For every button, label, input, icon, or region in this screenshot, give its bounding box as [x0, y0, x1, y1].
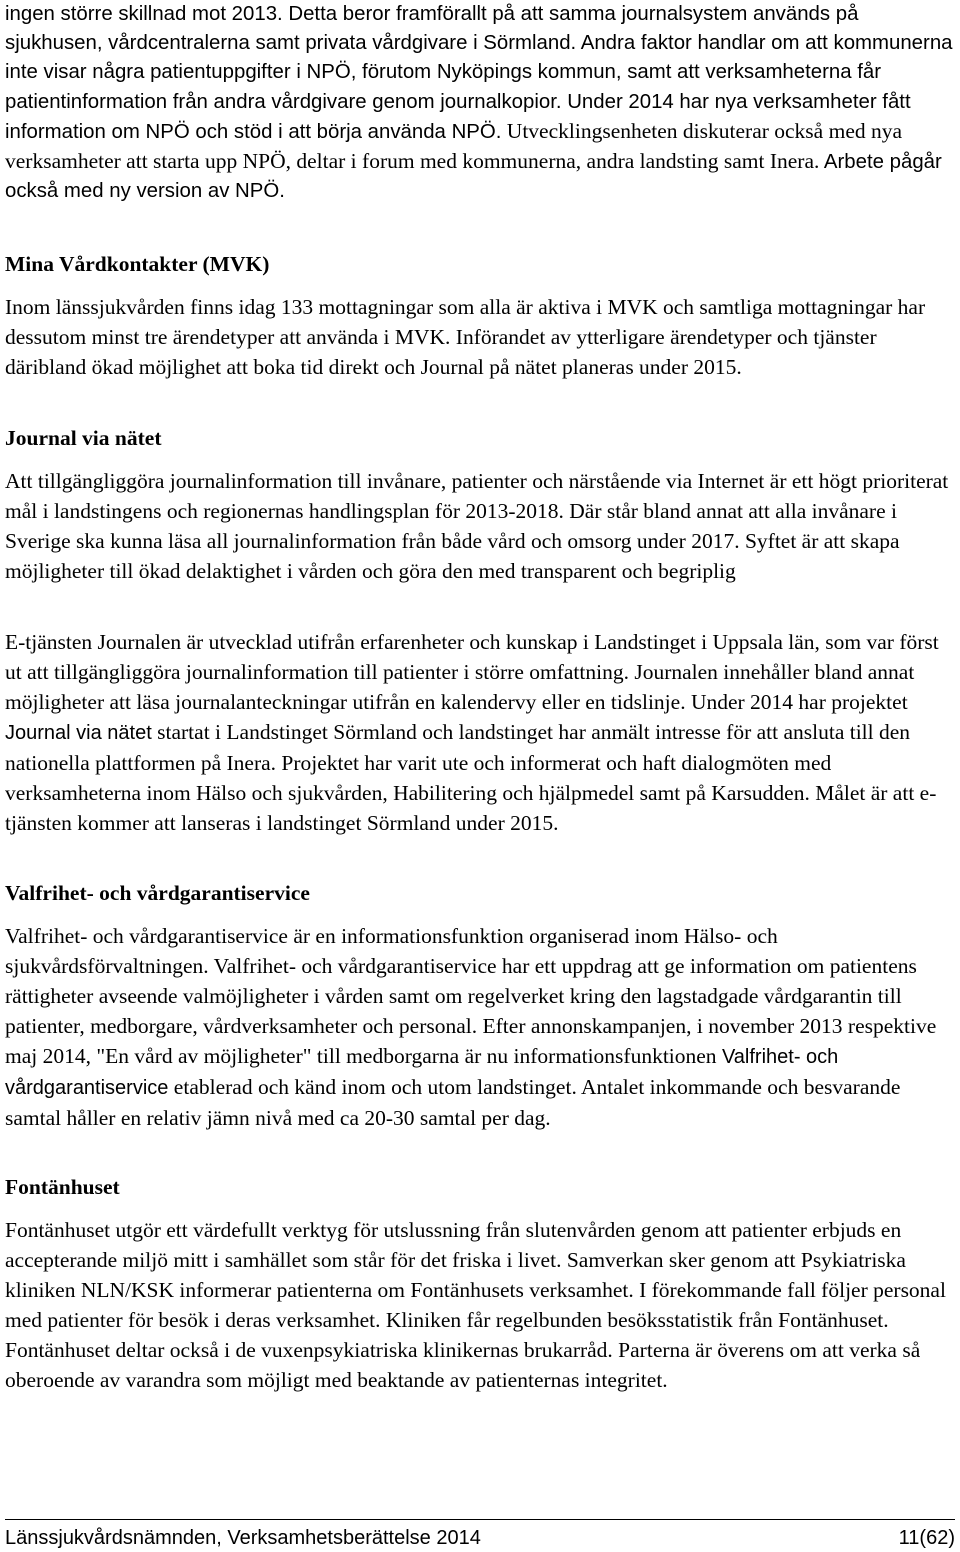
- mvk-paragraph: Inom länssjukvården finns idag 133 mottagningar som alla är aktiva i MVK och samtliga mottagningar har dessutom minst tre ärendetyper att använda i MVK. Införandet av ytterligare ärendetyper och tjänster däribland ökad möjlighet att boka tid direkt och Journal på nätet planeras under 2015.: [5, 295, 926, 379]
- valfrihet-paragraph-a: Valfrihet- och vårdgarantiservice är en informationsfunktion organiserad inom Hälso- och sjukvårdsförvaltningen. Valfrihet- och vårdgarantiservice har ett uppdrag att ge information om patientens rättigheter avseende valmöjligheter i vården samt om regelverket kring den lagstadgade vårdgarantin till patienter, medborgare, vårdverksamheter och personal. Efter annonskampanjen, i november 2013 respektive maj 2014, "En vård av möjligheter" till medborgarna är nu informationsfunktionen: [5, 924, 937, 1068]
- jvn-paragraph-1: Att tillgängliggöra journalinformation till invånare, patienter och närstående via Internet är ett högt prioriterat mål i landstingens och regionernas handlingsplan för 2013-2018. Där står bland annat att alla invånare i Sverige ska kunna läsa all journalinformation från både vård och omsorg under 2017. Syftet är att skapa möjligheter till ökad delaktighet i vården och göra den med transparent och begriplig: [5, 469, 949, 583]
- footer-divider: [5, 1519, 955, 1520]
- mvk-heading: Mina Vårdkontakter (MVK): [5, 252, 270, 276]
- fontanhuset-heading: Fontänhuset: [5, 1175, 120, 1199]
- valfrihet-paragraph: [5, 921, 955, 1133]
- jvn-paragraph-2-c: startat i Landstinget Sörmland och landstinget har anmält intresse för att ansluta till den nationella plattformen på Inera. Projektet har varit ute och informerat och haft dialogmöten med verksamheterna inom Hälso och sjukvården, Habilitering och hjälpmedel samt på Karsudden. Målet är att e-tjänsten kommer att lanseras i landstinget Sörmland under 2015.: [5, 720, 937, 835]
- valfrihet-heading: Valfrihet- och vårdgarantiservice: [5, 881, 310, 905]
- fontanhuset-paragraph: Fontänhuset utgör ett värdefullt verktyg för utslussning från slutenvården genom att patienter erbjuds en accepterande miljö mitt i samhället som står för det friska i livet. Samverkan sker genom att Psykiatriska kliniken NLN/KSK informerar patienterna om Fontänhusets verksamhet. I förekommande fall följer personal med patienter för besök i deras verksamhet. Kliniken får regelbunden besöksstatistik från Fontänhuset. Fontänhuset deltar också i de vuxenpsykiatriska klinikernas brukarråd. Parterna är överens om att verka så oberoende av varandra som möjligt med beaktande av patienternas integritet.: [5, 1218, 946, 1392]
- jvn-paragraph-2: [5, 627, 955, 838]
- valfrihet-paragraph-b: Valfrihet- och vårdgarantiservice: [5, 1046, 839, 1099]
- jvn-paragraph-2-a: E-tjänsten Journalen är utvecklad utifrån erfarenheter och kunskap i Landstinget i Uppsala län, som var först ut att tillgängliggöra journalinformation till patienter i större omfattning. Journalen innehåller bland annat möjligheter att läsa journalanteckningar utifrån en kalendervy eller en tidslinje. Under 2014 har projektet: [5, 630, 939, 714]
- intro-paragraph: [5, 0, 955, 206]
- jvn-paragraph-2-b: Journal via nätet: [5, 722, 152, 744]
- footer-document-title: Länssjukvårdsnämnden, Verksamhetsberättelse 2014: [5, 1527, 481, 1549]
- footer-page-number: 11(62): [898, 1527, 955, 1549]
- intro-text-b: Utvecklingsenheten diskuterar också med nya verksamheter att starta upp NPÖ, deltar i forum med kommunerna, andra landsting samt Inera.: [5, 118, 903, 174]
- valfrihet-paragraph-c: etablerad och känd inom och utom landstinget. Antalet inkommande och besvarande samtal håller en relativ jämn nivå med ca 20-30 samtal per dag.: [5, 1075, 901, 1130]
- intro-text-a: ingen större skillnad mot 2013. Detta beror framförallt på att samma journalsystem används på sjukhusen, vårdcentralerna samt privata vårdgivare i Sörmland. Andra faktor handlar om att kommunerna inte visar några patientuppgifter i NPÖ, förutom Nyköpings kommun, samt att verksamheterna får patientinformation från andra vårdgivare genom journalkopior. Under 2014 har nya verksamheter fått information om NPÖ och stöd i att börja använda NPÖ.: [5, 3, 953, 143]
- jvn-heading: Journal via nätet: [5, 426, 162, 450]
- intro-text-c: Arbete pågår också med ny version av NPÖ.: [5, 151, 942, 203]
